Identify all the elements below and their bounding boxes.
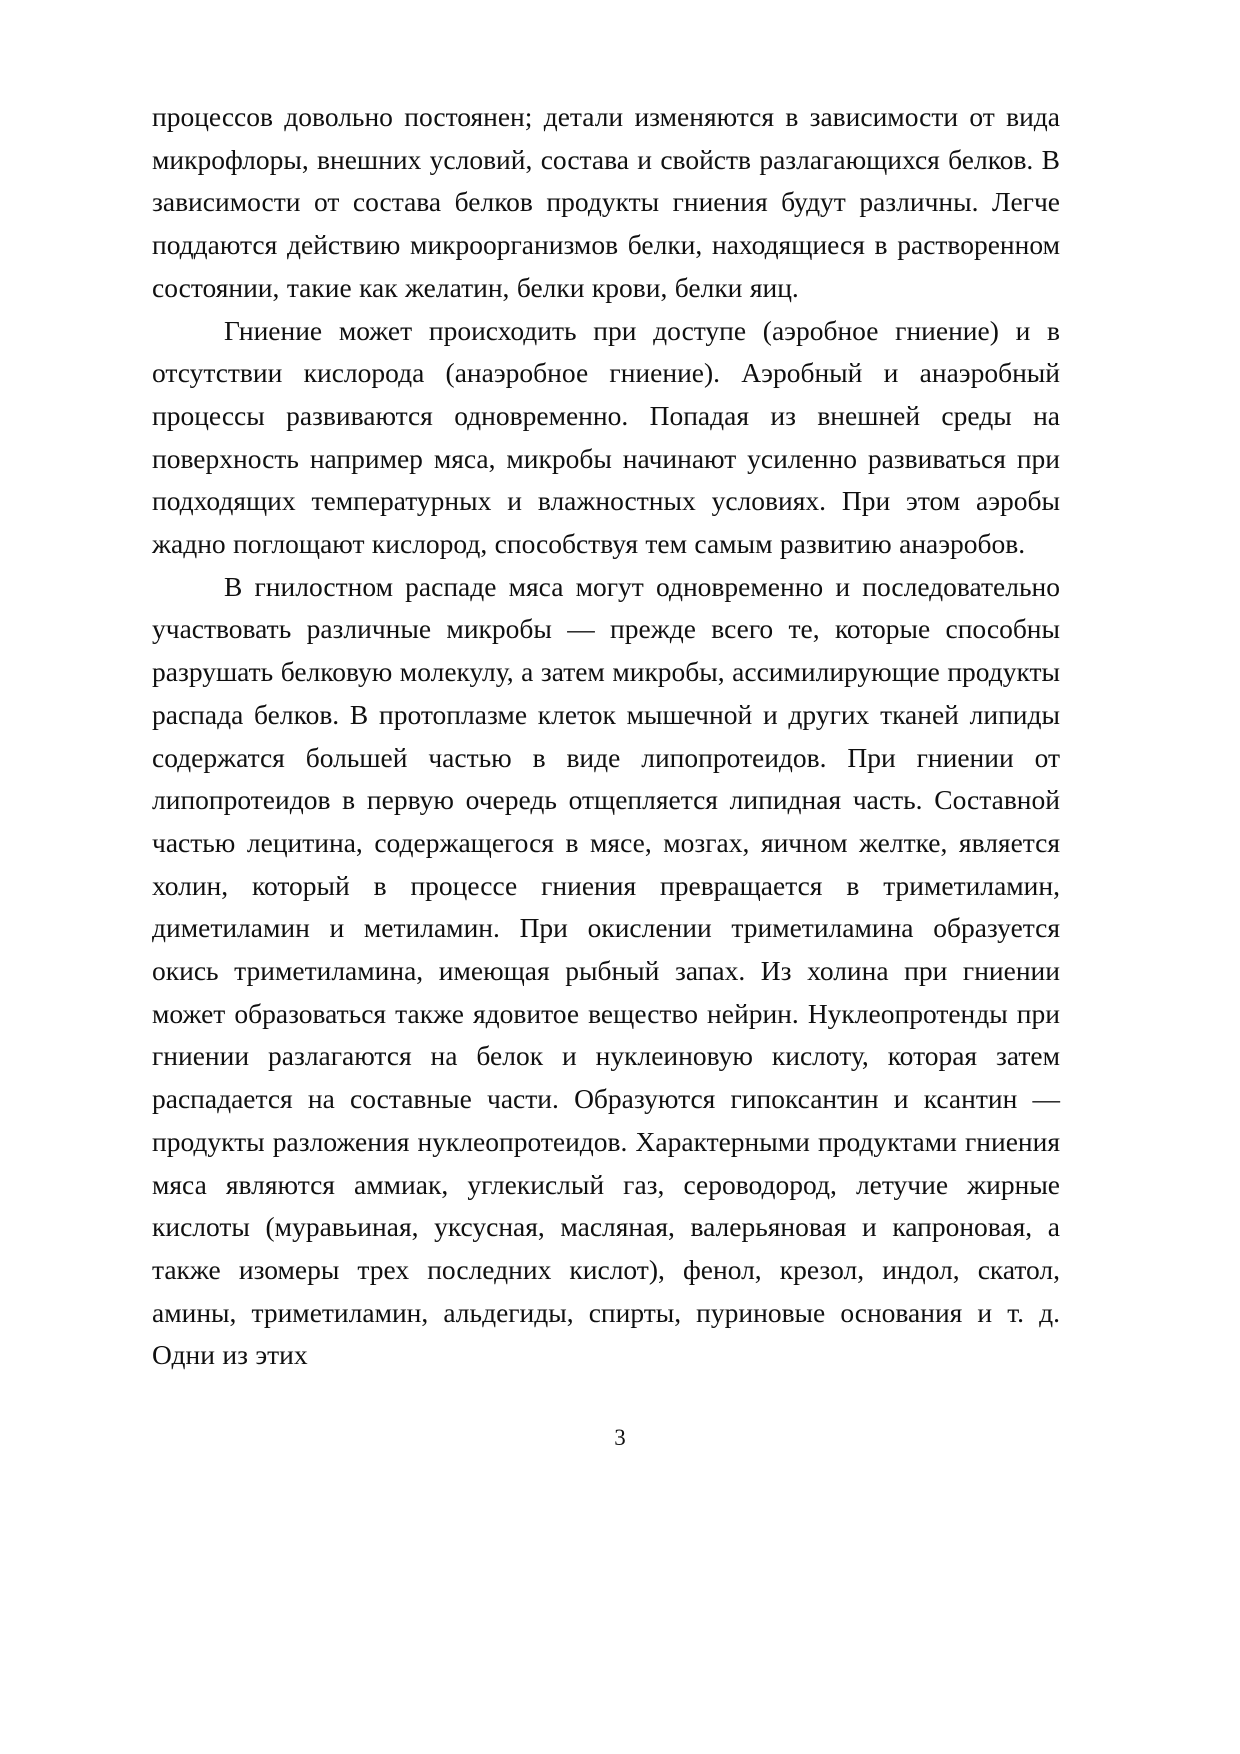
paragraph-1: процессов довольно постоянен; детали изменяются в зависимости от вида микрофлоры, внешних условий, состава и свойств разлагающихся белков. В зависимости от состава белков продукты гниения будут различны. Легче поддаются действию микроорганизмов белки, находящиеся в растворенном состоянии, такие как желатин, белки крови, белки яиц.: [152, 101, 1060, 303]
paragraph-2: Гниение может происходить при доступе (аэробное гниение) и в отсутствии кислорода (анаэробное гниение). Аэробный и анаэробный процессы развиваются одновременно. Попадая из внешней среды на поверхность например мяса, микробы начинают усиленно развиваться при подходящих температурных и влажностных условиях. При этом аэробы жадно поглощают кислород, способствуя тем самым развитию анаэробов.: [152, 314, 1060, 560]
page-number: 3: [614, 1425, 626, 1450]
document-body: [152, 96, 1060, 1377]
paragraph-3: В гнилостном распаде мяса могут одновременно и последовательно участвовать различные микробы — прежде всего те, которые способны разрушать белковую молекулу, а затем микробы, ассимилирующие продукты распада белков. В протоплазме клеток мышечной и других тканей липиды содержатся большей частью в виде липопротеидов. При гниении от липопротеидов в первую очередь отщепляется липидная часть. Составной частью лецитина, содержащегося в мясе, мозгах, яичном желтке, является холин, который в процессе гниения превращается в триметиламин, диметиламин и метиламин. При окислении триметиламина образуется окись триметиламина, имеющая рыбный запах. Из холина при гниении может образоваться также ядовитое вещество нейрин. Нуклеопротенды при гниении разлагаются на белок и нуклеиновую кислоту, которая затем распадается на составные части. Образуются гипоксантин и ксантин — продукты разложения нуклеопротеидов. Характерными продуктами гниения мяса являются аммиак, углекислый газ, сероводород, летучие жирные кислоты (муравьиная, уксусная, масляная, валерьяновая и капроновая, а также изомеры трех последних кислот), фенол, крезол, индол, скатол, амины, триметиламин, альдегиды, спирты, пуриновые основания и т. д. Одни из этих: [152, 570, 1060, 1371]
